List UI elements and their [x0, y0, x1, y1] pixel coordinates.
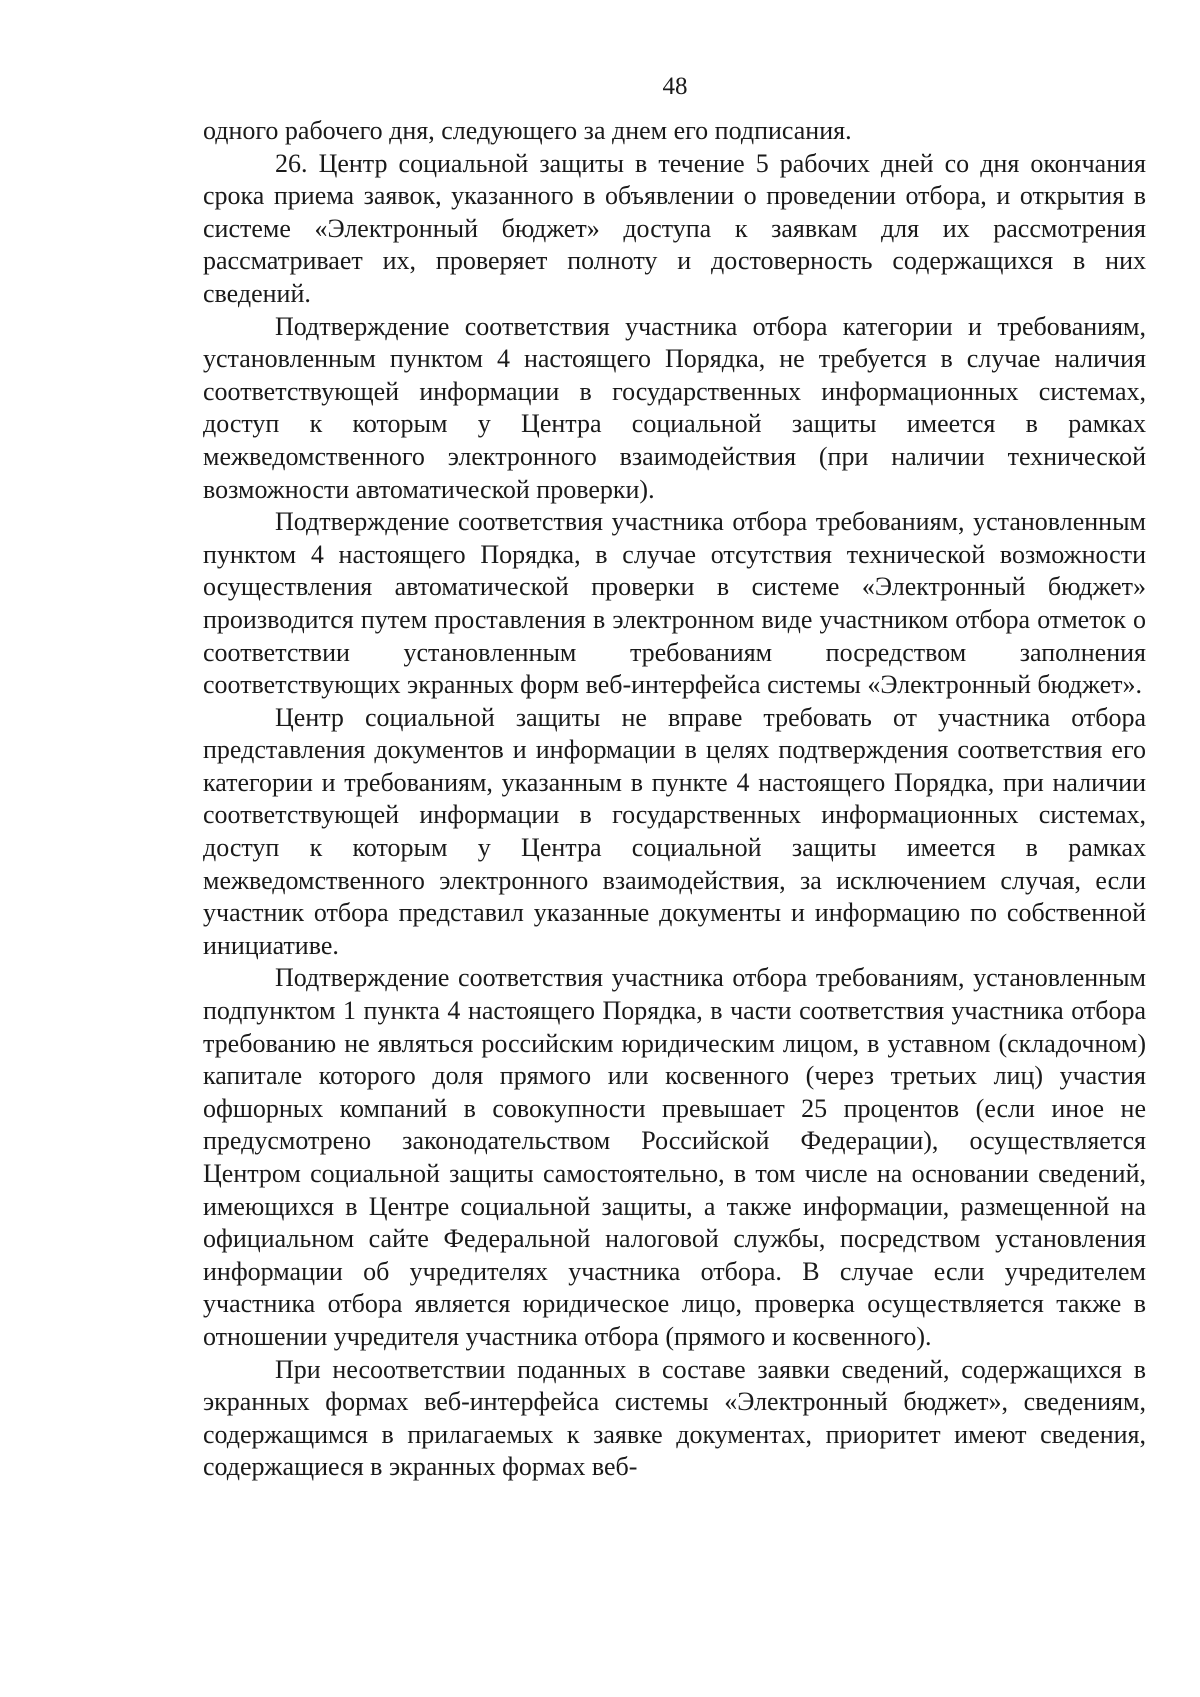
page-number: 48: [662, 73, 688, 100]
paragraph-data-priority: При несоответствии поданных в составе заявки сведений, содержащихся в экранных формах веб-интерфейса системы «Электронный бюджет», сведениям, содержащимся в прилагаемых к заявке документах, приоритет имеют сведения, содержащиеся в экранных формах веб-: [203, 1354, 1146, 1482]
document-body: [203, 115, 1146, 1484]
paragraph-confirmation-category: Подтверждение соответствия участника отбора категории и требованиям, установленным пунктом 4 настоящего Порядка, не требуется в случае наличия соответствующей информации в государственных информационных системах, доступ к которым у Центра социальной защиты имеется в рамках межведомственного электронного взаимодействия (при наличии технической возможности автоматической проверки).: [203, 311, 1146, 504]
paragraph-no-document-requirement: Центр социальной защиты не вправе требовать от участника отбора представления документов и информации в целях подтверждения соответствия его категории и требованиям, указанным в пункте 4 настоящего Порядка, при наличии соответствующей информации в государственных информационных системах, доступ к которым у Центра социальной защиты имеется в рамках межведомственного электронного взаимодействия, за исключением случая, если участник отбора представил указанные документы и информацию по собственной инициативе.: [203, 702, 1146, 960]
paragraph-confirmation-no-automatic-check: Подтверждение соответствия участника отбора требованиям, установленным пунктом 4 настоящего Порядка, в случае отсутствия технической возможности осуществления автоматической проверки в системе «Электронный бюджет» производится путем проставления в электронном виде участником отбора отметок о соответствии установленным требованиям посредством заполнения соответствующих экранных форм веб-интерфейса системы «Электронный бюджет».: [203, 507, 1146, 700]
paragraph-continuation: одного рабочего дня, следующего за днем его подписания.: [203, 116, 852, 145]
paragraph-offshore-check: Подтверждение соответствия участника отбора требованиям, установленным подпунктом 1 пункта 4 настоящего Порядка, в части соответствия участника отбора требованию не являться российским юридическим лицом, в уставном (складочном) капитале которого доля прямого или косвенного (через третьих лиц) участия офшорных компаний в совокупности превышает 25 процентов (если иное не предусмотрено законодательством Российской Федерации), осуществляется Центром социальной защиты самостоятельно, в том числе на основании сведений, имеющихся в Центре социальной защиты, а также информации, размещенной на официальном сайте Федеральной налоговой службы, посредством установления информации об учредителях участника отбора. В случае если учредителем участника отбора является юридическое лицо, проверка осуществляется также в отношении учредителя участника отбора (прямого и косвенного).: [203, 963, 1146, 1351]
paragraph-item-26: 26. Центр социальной защиты в течение 5 рабочих дней со дня окончания срока приема заявок, указанного в объявлении о проведении отбора, и открытия в системе «Электронный бюджет» доступа к заявкам для их рассмотрения рассматривает их, проверяет полноту и достоверность содержащихся в них сведений.: [203, 148, 1146, 308]
